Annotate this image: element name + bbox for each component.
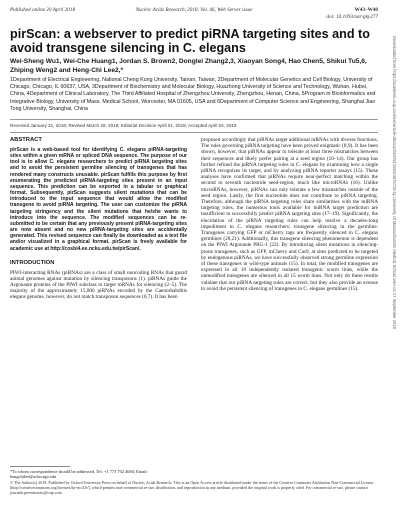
introduction-text: PIWI-interacting RNAs (piRNAs) are a class of small noncoding RNAs that guard animal genomes against mutation by silencing transposons (1). piRNAs guide the Argonaute proteins of the PIWI subclass to target mRNAs for silencing (2–5). The majority of the approximately 15,000 piRNAs encoded by the Caenorhabditis elegans genome, however, do not match transposon sequences (6,7). It has been xyxy=(10,269,187,301)
download-watermark: Downloaded from https://academic.oup.com/nar/article-abstract/46/W1/W43/4975728 by University of Massachusetts Medical School user on 17 September 2018 xyxy=(392,36,397,329)
footnote-divider xyxy=(10,466,70,467)
body-paragraph: proposed accordingly that piRNAs target additional mRNAs with diverse functions. The rules governing piRNA targeting have been proved enigmatic (8,9). It has been shown, however, that piRNAs appear to tolerate at least three mismatches between their sequences and likely prefer pairing at a seed region (10–14). Our group has further refined the piRNA targeting rules in C. elegans by examining how a single piRNA recognizes its target, and by analyzing piRNA reporter assays (15). These analyses have confirmed that piRNAs require near-perfect matching within the second to seventh nucleotide seed-region, much like microRNAs (16). Unlike microRNAs, however, piRNAs can only tolerate a few mismatches outside of the seed region. Lastly, the first nucleotide does not contribute to piRNA targeting. Therefore, although the piRNA targeting rules share similarities with the miRNA targeting rules, the numerous tools available for miRNA target prediction are insufficient to successfully predict piRNA targeting sites (17–19). Significantly, the elucidation of the piRNA targeting rules can help resolve a decades-long impediment to C. elegans researchers: transgene silencing in the germline. Transgenes carrying GFP or mCherry tags are frequently silenced in C. elegans germlines (20,21). Additionally, this transgene silencing phenomenon is dependent on the PIWI Argonaute PRG-1 (22). By introducing silent mutations in silencing-prone transgenes, such as GFP, mCherry and Cas9, at sites predicted to be targeted by endogenous piRNAs, we have successfully observed strong germline expression of these transgenes in wild-type animals (15). In total, the modified transgenes are expressed in all 18 independently isolated transgenic worm lines, while the unmodified transgenes are silenced in all 15 worm lines. Not only do these results validate that our piRNA targeting rules are correct, but they also provide an avenue to avoid the persistent silencing of transgenes in C. elegans germlines (15). xyxy=(201,137,378,292)
doi: doi: 10.1093/nar/gky277 xyxy=(326,14,378,20)
introduction-heading: INTRODUCTION xyxy=(10,259,55,266)
abstract-text: pirScan is a web-based tool for identifying C. elegans piRNA-targeting sites within a given mRNA or spliced DNA sequence. The purpose of our tool is to allow C. elegans researchers to predict piRNA targeting sites and to avoid the persistent germline silencing of transgenes that has rendered many constructs unusable. pirScan fulfills this purpose by first enumerating the predicted piRNA-targeting sites present in an input sequence. This prediction can be exported in a tabular or graphical format. Subsequently, pirScan suggests silent mutations that can be introduced to the input sequence that would allow the modified transgene to avoid piRNA targeting. The user can customize the piRNA targeting stringency and the silent mutations that he/she wants to introduce into the sequence. The modified sequences can be re-submitted to be certain that any previously present piRNA-targeting sites are now absent and no new piRNA-targeting sites are accidentally generated. This revised sequence can finally be downloaded as a text file and/or visualized in a graphical format. pirScan is freely available for academic use at http://cosbi4.ee.ncku.edu.tw/pirScan/. xyxy=(10,147,187,252)
paper-title: pirScan: a webserver to predict piRNA targeting sites and to avoid transgene silencing in C. elegans xyxy=(10,27,370,55)
divider xyxy=(10,132,378,133)
copyright-notice: © The Author(s) 2018. Published by Oxford University Press on behalf of Nucleic Acids Research. This is an Open Access article distributed under the terms of the Creative Commons Attribution Non-Commercial License (http://creativecommons.org/licenses/by-nc/4.0/), which permits non-commercial re-use, distribution, and reproduction in any medium, provided the original work is properly cited. For commercial re-use, please contact journals.permissions@oup.com xyxy=(10,480,374,496)
received-dates: Received January 31, 2016; Revised March 28, 2018; Editorial Decision April 01, 2018; Accepted April 04, 2018 xyxy=(10,123,237,128)
correspondence-footnote: *To whom correspondence should be addressed. Tel: +1 773 702 4684; Email: hengchilee@uchicago.edu xyxy=(10,469,148,480)
page-range: W43–W48 xyxy=(354,7,378,13)
journal-citation: Nucleic Acids Research, 2018, Vol. 46, Web Server issue xyxy=(135,7,253,13)
abstract-heading: ABSTRACT xyxy=(10,137,42,143)
divider xyxy=(10,119,378,120)
affiliations: 1Department of Electrical Engineering, National Cheng Kung University, Tainan, Taiwan, 2Department of Molecular Genetics and Cell Biology, University of Chicago, Chicago, IL 60637, USA, 3Department of Biochemistry and Molecular Biology, Huazhong University of Science and Technology, Wuhan, Hubei, China, 4Department of Clinical Laboratory, The Third Affiliated Hospital of Zhengzhou University, Zhengzhou, Henan, China, 5Program in Bioinformatics and Integrative Biology, University of Mass. Medical School, Worcester, MA 01605, USA and 6Department of Computer Science and Engineering, Shanghai Jiao Tong University, Shanghai, China xyxy=(10,77,376,112)
author-list: Wei-Sheng Wu1, Wei-Che Huang1, Jordan S. Brown2, Donglei Zhang2,3, Xiaoyan Song4, Hao Chen5, Shikui Tu5,6, Zhiping Weng2 and Heng-Chi Lee2,* xyxy=(10,58,367,74)
right-column xyxy=(201,137,378,292)
published-online: Published online 20 April 2018 xyxy=(10,7,76,13)
left-column xyxy=(10,137,187,301)
